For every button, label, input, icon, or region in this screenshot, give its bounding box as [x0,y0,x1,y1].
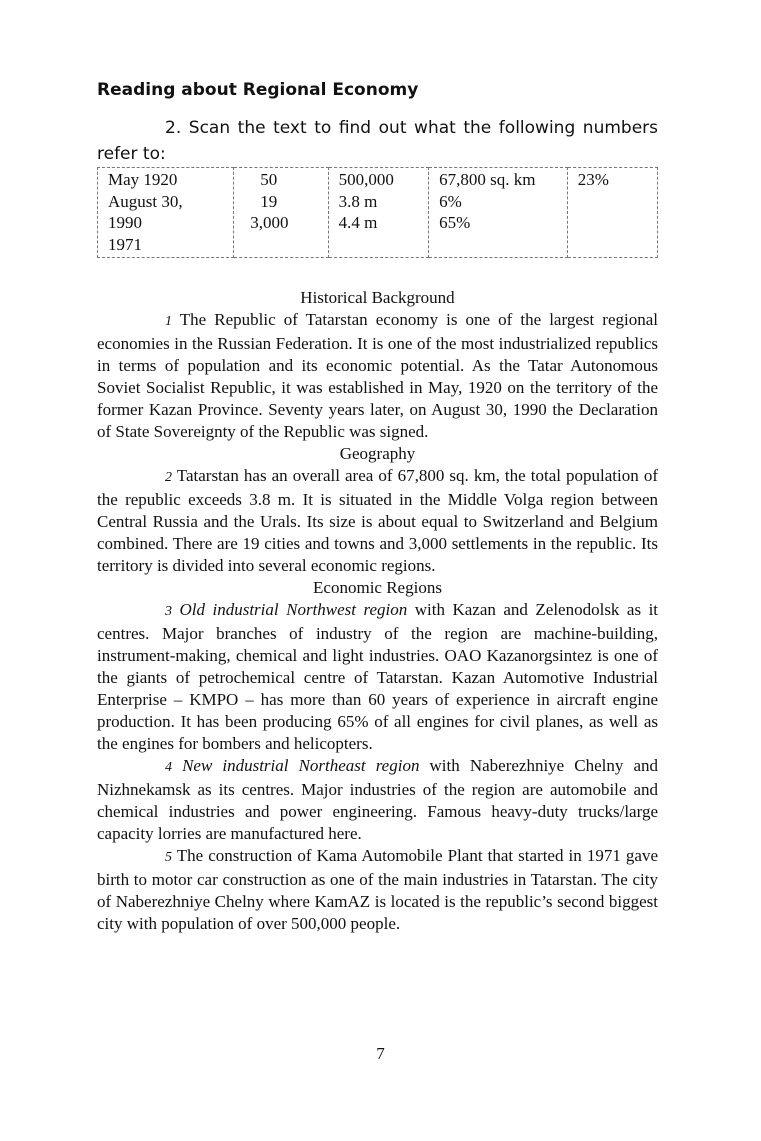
paragraph-number: 3 [165,604,172,619]
section-heading: Reading about Regional Economy [97,80,419,100]
table-item: 500,000 [338,170,394,189]
region-name-italic: New industrial Northeast region [182,756,420,775]
page-content [97,78,658,935]
table-cell-population [328,168,428,258]
region-name-italic: Old industrial Northwest region [179,600,408,619]
table-item: 6% [439,191,462,211]
paragraph-text: The Republic of Tatarstan economy is one of the largest regional economies in the Russian Federation. It is one of the most industrialized republics in terms of population and its economic potential. As the Tatar Autonomous Soviet Socialist Republic, it was established in May, 1920 on the territory of the former Kazan Province. Seventy years later, on August 30, 1990 the Declaration of State Sovereignty of the Republic was signed. [97,310,658,441]
table-cell-percent [567,168,657,258]
section-title-historical: Historical Background [300,288,455,307]
table-item: May 1920 [108,170,178,189]
paragraph-number: 5 [165,850,172,865]
table-cell-dates [98,168,234,258]
table-item: 67,800 sq. km [439,170,536,189]
table-row [98,168,658,258]
paragraph-text: with Naberezhniye Chelny and Nizhnekamsk as its centres. Major industries of the region are automobile and chemical industries and power engineering. Famous heavy-duty trucks/large capacity lorries are manufactured here. [97,756,659,843]
paragraph-4 [97,755,658,845]
table-item: 3.8 m [338,191,378,211]
paragraph-text: with Kazan and Zelenodolsk as it centres. Major branches of industry of the region are machine-building, instrument-making, chemical and light industries. OAO Kazanorgsintez is one of the giants of petrochemical centre of Tatarstan. Kazan Automotive Industrial Enterprise – KMPO – has more than 60 years of experience in aircraft engine production. It has been producing 65% of all engines for civil planes, as well as the engines for bombers and helicopters. [97,600,659,753]
paragraph-1 [97,309,658,443]
table-cell-area-percent [429,168,568,258]
paragraph-text: The construction of Kama Automobile Plant that started in 1971 gave birth to motor car construction as one of the main industries in Tatarstan. The city of Naberezhniye Chelny where KamAZ is located is the republic’s second biggest city with population of over 500,000 people. [97,846,658,933]
table-item: 50 [260,170,278,189]
numbers-table [97,167,658,258]
table-item: 3,000 [250,213,289,232]
table-item: 4.4 m [338,213,378,232]
table-item: 23% [577,170,609,189]
table-item: 1990 [108,213,142,232]
task-instruction: 2. Scan the text to find out what the following numbers refer to: [97,118,658,164]
paragraph-5 [97,845,658,935]
section-title-economic-regions: Economic Regions [313,578,442,597]
table-item: 19 [260,191,278,211]
paragraph-3 [97,599,658,755]
table-cell-counts [234,168,328,258]
table-item: 1971 [108,234,142,254]
paragraph-text: Tatarstan has an overall area of 67,800 sq. km, the total population of the republic exceeds 3.8 m. It is situated in the Middle Volga region between Central Russia and the Urals. Its size is about equal to Switzerland and Belgium combined. There are 19 cities and towns and 3,000 settlements in the republic. Its territory is divided into several economic regions. [97,466,658,575]
table-item: 65% [439,213,471,232]
page-number: 7 [376,1044,385,1063]
paragraph-number: 4 [165,760,172,775]
section-title-geography: Geography [339,444,416,463]
paragraph-number: 2 [165,470,172,485]
paragraph-number: 1 [165,314,172,329]
paragraph-2 [97,465,658,577]
table-item: August 30, [108,191,183,211]
